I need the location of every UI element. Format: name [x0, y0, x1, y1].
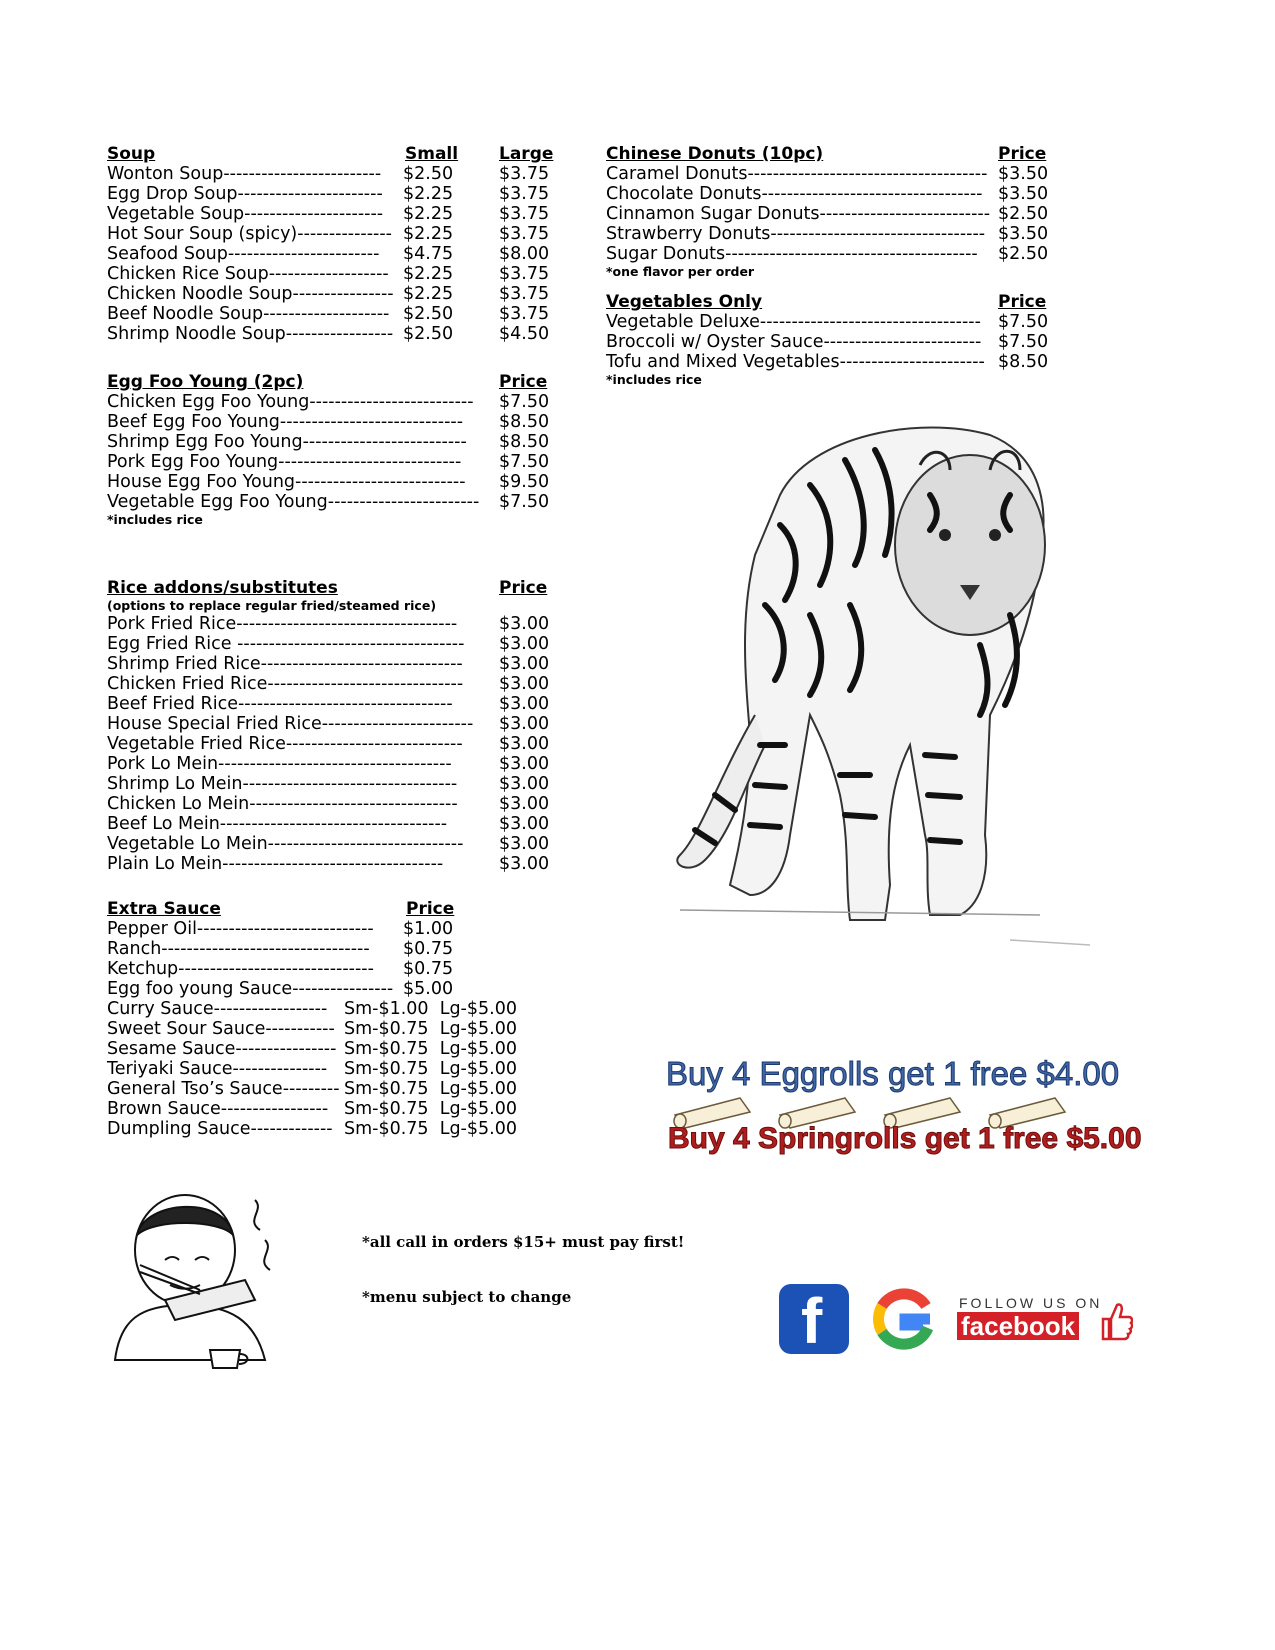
item-price: $3.75 — [499, 284, 550, 304]
item-price: $3.75 — [499, 204, 550, 224]
sauce-row — [107, 1039, 537, 1059]
item-price: Sm-$0.75 Lg-$5.00 — [344, 1079, 517, 1099]
item-price: Sm-$1.00 Lg-$5.00 — [344, 999, 517, 1019]
item-name: Beef Lo Mein------------------------------------ — [107, 814, 448, 834]
rice-row — [107, 654, 567, 674]
facebook-logo-letter: f — [801, 1285, 823, 1354]
item-name: Egg Drop Soup----------------------- — [107, 184, 383, 204]
sauce-row — [107, 1099, 537, 1119]
item-price: $1.00 — [403, 919, 454, 939]
rice-row — [107, 754, 567, 774]
item-price: $4.75 — [403, 244, 454, 264]
item-name: Chicken Egg Foo Young-------------------------- — [107, 392, 474, 412]
sauce-row — [107, 1119, 537, 1139]
item-name: Brown Sauce----------------- — [107, 1099, 329, 1119]
google-logo-icon[interactable] — [870, 1284, 940, 1354]
donuts-price-header: Price — [998, 144, 1047, 164]
facebook-wordmark: facebook — [957, 1312, 1079, 1340]
item-price: $2.50 — [403, 324, 454, 344]
sauce-row — [107, 999, 537, 1019]
soup-row — [107, 164, 567, 184]
rice-row — [107, 854, 567, 874]
egg-foo-young-note: *includes rice — [107, 512, 203, 527]
item-name: Egg foo young Sauce---------------- — [107, 979, 394, 999]
rice-row — [107, 714, 567, 734]
menu-subject-note: *menu subject to change — [362, 1288, 572, 1306]
item-name: Broccoli w/ Oyster Sauce------------------------- — [606, 332, 982, 352]
item-price: $7.50 — [998, 312, 1049, 332]
vegetables-note: *includes rice — [606, 372, 702, 387]
item-name: Sesame Sauce---------------- — [107, 1039, 337, 1059]
rice-title: Rice addons/substitutes — [107, 578, 338, 598]
item-price: $5.00 — [403, 979, 454, 999]
item-price: $7.50 — [499, 492, 550, 512]
item-price: $3.00 — [499, 694, 550, 714]
rice-row — [107, 674, 567, 694]
item-price: $3.00 — [499, 814, 550, 834]
item-name: Plain Lo Mein----------------------------------- — [107, 854, 444, 874]
vegetables-title: Vegetables Only — [606, 292, 763, 312]
item-name: Ranch--------------------------------- — [107, 939, 370, 959]
item-name: Shrimp Lo Mein---------------------------------- — [107, 774, 458, 794]
item-price: $3.00 — [499, 614, 550, 634]
boy-eating-illustration — [105, 1190, 290, 1375]
egg_foo_young-row — [107, 472, 567, 492]
pay-first-note: *all call in orders $15+ must pay first! — [362, 1233, 685, 1251]
item-name: Pepper Oil---------------------------- — [107, 919, 374, 939]
sauce-row — [107, 959, 537, 979]
soup-row — [107, 224, 567, 244]
item-price: $0.75 — [403, 939, 454, 959]
item-name: Cinnamon Sugar Donuts--------------------------- — [606, 204, 991, 224]
item-price: $4.50 — [499, 324, 550, 344]
item-name: Sugar Donuts---------------------------------------- — [606, 244, 978, 264]
item-name: Caramel Donuts-------------------------------------- — [606, 164, 988, 184]
sauce-section — [107, 899, 537, 1139]
item-price: $3.00 — [499, 654, 550, 674]
item-price: $8.50 — [499, 412, 550, 432]
item-name: Shrimp Egg Foo Young-------------------------- — [107, 432, 467, 452]
sauce-row — [107, 919, 537, 939]
donuts-row — [606, 204, 1056, 224]
follow-us-text: FOLLOW US ON — [959, 1295, 1103, 1311]
item-name: Curry Sauce------------------ — [107, 999, 328, 1019]
item-name: Chicken Fried Rice------------------------------- — [107, 674, 464, 694]
donuts-section — [606, 144, 1056, 280]
item-name: Beef Egg Foo Young----------------------------- — [107, 412, 464, 432]
sauce-row — [107, 1019, 537, 1039]
vegetables-row — [606, 312, 1056, 332]
item-price: $2.25 — [403, 224, 454, 244]
soup-row — [107, 184, 567, 204]
donuts-title: Chinese Donuts (10pc) — [606, 144, 824, 164]
item-price: $3.50 — [998, 184, 1049, 204]
item-price: $3.75 — [499, 164, 550, 184]
item-name: Chicken Lo Mein--------------------------------- — [107, 794, 458, 814]
item-name: Teriyaki Sauce--------------- — [107, 1059, 328, 1079]
item-price: $0.75 — [403, 959, 454, 979]
item-price: $3.50 — [998, 224, 1049, 244]
soup-row — [107, 204, 567, 224]
sauce-row — [107, 1079, 537, 1099]
item-price: $7.50 — [998, 332, 1049, 352]
item-name: Vegetable Fried Rice---------------------------- — [107, 734, 463, 754]
egg-foo-young-section — [107, 372, 567, 528]
item-price: $2.25 — [403, 184, 454, 204]
item-name: Beef Noodle Soup-------------------- — [107, 304, 390, 324]
item-price: $3.75 — [499, 224, 550, 244]
egg-foo-young-title: Egg Foo Young (2pc) — [107, 372, 304, 392]
rice-row — [107, 734, 567, 754]
egg-foo-young-price-header: Price — [499, 372, 548, 392]
item-name: Dumpling Sauce------------- — [107, 1119, 333, 1139]
sauce-price-header: Price — [406, 899, 455, 919]
egg_foo_young-row — [107, 452, 567, 472]
soup-row — [107, 244, 567, 264]
item-name: Vegetable Egg Foo Young------------------------ — [107, 492, 480, 512]
item-price: Sm-$0.75 Lg-$5.00 — [344, 1099, 517, 1119]
vegetables-section — [606, 292, 1056, 388]
item-price: $3.75 — [499, 184, 550, 204]
item-price: $2.50 — [403, 304, 454, 324]
item-price: Sm-$0.75 Lg-$5.00 — [344, 1039, 517, 1059]
item-name: Strawberry Donuts---------------------------------- — [606, 224, 986, 244]
soup-row — [107, 284, 567, 304]
item-price: Sm-$0.75 Lg-$5.00 — [344, 1059, 517, 1079]
rice-row — [107, 834, 567, 854]
donuts-row — [606, 164, 1056, 184]
eggroll-promo: Buy 4 Eggrolls get 1 free $4.00 — [666, 1055, 1120, 1092]
egg_foo_young-row — [107, 432, 567, 452]
vegetables-row — [606, 332, 1056, 352]
sauce-row — [107, 939, 537, 959]
sauce-row — [107, 979, 537, 999]
item-price: $7.50 — [499, 392, 550, 412]
item-name: Shrimp Fried Rice-------------------------------- — [107, 654, 463, 674]
donuts-row — [606, 244, 1056, 264]
item-price: $9.50 — [499, 472, 550, 492]
thumbs-up-icon — [1099, 1301, 1133, 1341]
item-price: $3.00 — [499, 794, 550, 814]
rice-row — [107, 814, 567, 834]
item-price: Sm-$0.75 Lg-$5.00 — [344, 1019, 517, 1039]
item-price: $3.00 — [499, 634, 550, 654]
item-name: Tofu and Mixed Vegetables----------------------- — [606, 352, 985, 372]
item-price: Sm-$0.75 Lg-$5.00 — [344, 1119, 517, 1139]
item-name: Pork Fried Rice----------------------------------- — [107, 614, 458, 634]
item-price: $3.00 — [499, 774, 550, 794]
item-price: $8.50 — [998, 352, 1049, 372]
item-price: $3.00 — [499, 714, 550, 734]
item-price: $3.00 — [499, 834, 550, 854]
item-name: Shrimp Noodle Soup----------------- — [107, 324, 394, 344]
item-price: $2.25 — [403, 284, 454, 304]
item-name: Pork Egg Foo Young----------------------------- — [107, 452, 462, 472]
item-name: Chicken Rice Soup------------------- — [107, 264, 389, 284]
item-name: General Tso’s Sauce--------- — [107, 1079, 340, 1099]
rice-row — [107, 774, 567, 794]
springroll-promo: Buy 4 Springrolls get 1 free $5.00 — [668, 1122, 1142, 1155]
item-price: $2.50 — [998, 244, 1049, 264]
rice-row — [107, 694, 567, 714]
item-price: $8.50 — [499, 432, 550, 452]
item-name: Chocolate Donuts----------------------------------- — [606, 184, 983, 204]
item-name: Vegetable Deluxe----------------------------------- — [606, 312, 981, 332]
item-name: Sweet Sour Sauce----------- — [107, 1019, 335, 1039]
donuts-row — [606, 184, 1056, 204]
item-price: $3.00 — [499, 674, 550, 694]
donuts-row — [606, 224, 1056, 244]
item-name: Vegetable Soup---------------------- — [107, 204, 384, 224]
item-name: Wonton Soup------------------------- — [107, 164, 382, 184]
item-price: $3.00 — [499, 854, 550, 874]
item-name: Egg Fried Rice ------------------------------------ — [107, 634, 465, 654]
facebook-logo-icon[interactable] — [779, 1284, 849, 1354]
item-name: Seafood Soup------------------------ — [107, 244, 380, 264]
rice-section — [107, 578, 567, 874]
soup-small-header: Small — [405, 144, 459, 164]
soup-section — [107, 144, 567, 344]
sauce-title: Extra Sauce — [107, 899, 221, 919]
rice-row — [107, 634, 567, 654]
donuts-note: *one flavor per order — [606, 264, 755, 279]
soup-large-header: Large — [499, 144, 554, 164]
rice-row — [107, 794, 567, 814]
item-price: $3.00 — [499, 734, 550, 754]
item-name: Beef Fried Rice---------------------------------- — [107, 694, 453, 714]
item-name: Hot Sour Soup (spicy)--------------- — [107, 224, 392, 244]
item-name: House Egg Foo Young--------------------------- — [107, 472, 466, 492]
egg_foo_young-row — [107, 392, 567, 412]
soup-row — [107, 304, 567, 324]
vegetables-price-header: Price — [998, 292, 1047, 312]
item-name: Ketchup------------------------------- — [107, 959, 374, 979]
egg_foo_young-row — [107, 412, 567, 432]
item-name: Pork Lo Mein------------------------------------- — [107, 754, 452, 774]
item-price: $2.25 — [403, 204, 454, 224]
item-price: $2.50 — [403, 164, 454, 184]
item-price: $2.50 — [998, 204, 1049, 224]
soup-row — [107, 264, 567, 284]
item-name: Vegetable Lo Mein------------------------------- — [107, 834, 464, 854]
rice-price-header: Price — [499, 578, 548, 598]
sauce-row — [107, 1059, 537, 1079]
item-price: $3.00 — [499, 754, 550, 774]
vegetables-row — [606, 352, 1056, 372]
rice-row — [107, 614, 567, 634]
item-price: $3.75 — [499, 304, 550, 324]
item-price: $3.75 — [499, 264, 550, 284]
follow-facebook-badge[interactable] — [957, 1295, 1137, 1345]
tiger-illustration — [660, 415, 1100, 955]
item-price: $3.50 — [998, 164, 1049, 184]
item-price: $7.50 — [499, 452, 550, 472]
item-name: Chicken Noodle Soup---------------- — [107, 284, 394, 304]
soup-title: Soup — [107, 144, 156, 164]
soup-row — [107, 324, 567, 344]
egg_foo_young-row — [107, 492, 567, 512]
item-price: $8.00 — [499, 244, 550, 264]
rice-subtitle: (options to replace regular fried/steamed rice) — [107, 598, 437, 613]
item-price: $2.25 — [403, 264, 454, 284]
item-name: House Special Fried Rice------------------------ — [107, 714, 474, 734]
